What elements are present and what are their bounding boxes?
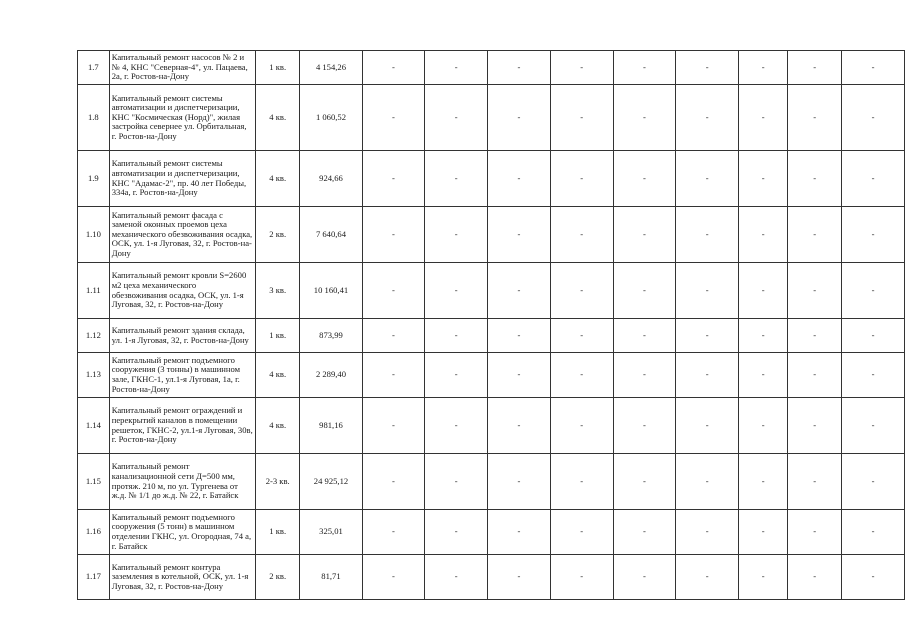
- row-value-cell: -: [550, 454, 613, 510]
- row-value-cell: -: [425, 263, 488, 319]
- row-description: Капитальный ремонт системы автоматизации и диспетчеризации, КНС "Космическая (Норд)", жилая застройка севернее ул. Орбитальная, г. Ростов-на-Дону: [109, 85, 255, 151]
- table-body: [78, 51, 905, 600]
- row-period: 1 кв.: [256, 319, 300, 353]
- row-value-cell: -: [739, 51, 788, 85]
- row-value-cell: -: [613, 319, 676, 353]
- row-value-cell: -: [613, 85, 676, 151]
- row-value-cell: -: [676, 207, 739, 263]
- row-value-cell: -: [488, 207, 551, 263]
- row-description: Капитальный ремонт контура заземления в котельной, ОСК, ул. 1-я Луговая, 32, г. Ростов-на-Дону: [109, 555, 255, 600]
- row-value-cell: -: [550, 319, 613, 353]
- row-value-cell: -: [788, 263, 842, 319]
- row-number: 1.11: [78, 263, 110, 319]
- row-value-cell: -: [676, 151, 739, 207]
- row-value-cell: -: [362, 263, 425, 319]
- row-value-cell: -: [488, 510, 551, 555]
- row-value-cell: -: [842, 263, 905, 319]
- row-value-cell: -: [425, 319, 488, 353]
- row-value-cell: -: [739, 398, 788, 454]
- row-value-cell: -: [788, 51, 842, 85]
- table-row: [78, 51, 905, 85]
- row-value-cell: -: [739, 353, 788, 398]
- row-period: 3 кв.: [256, 263, 300, 319]
- row-value-cell: -: [488, 151, 551, 207]
- row-value-cell: -: [488, 454, 551, 510]
- row-value-cell: -: [362, 510, 425, 555]
- row-period: 1 кв.: [256, 51, 300, 85]
- row-sum: 2 289,40: [300, 353, 362, 398]
- row-period: 4 кв.: [256, 398, 300, 454]
- row-value-cell: -: [425, 85, 488, 151]
- row-value-cell: -: [676, 51, 739, 85]
- row-value-cell: -: [676, 263, 739, 319]
- row-value-cell: -: [788, 353, 842, 398]
- row-value-cell: -: [362, 454, 425, 510]
- row-value-cell: -: [613, 510, 676, 555]
- row-value-cell: -: [425, 454, 488, 510]
- row-sum: 10 160,41: [300, 263, 362, 319]
- row-number: 1.12: [78, 319, 110, 353]
- row-value-cell: -: [676, 510, 739, 555]
- row-value-cell: -: [842, 398, 905, 454]
- row-number: 1.13: [78, 353, 110, 398]
- row-value-cell: -: [425, 51, 488, 85]
- row-value-cell: -: [550, 263, 613, 319]
- row-description: Капитальный ремонт кровли S=2600 м2 цеха механического обезвоживания осадка, ОСК, ул. 1-я Луговая, 32, г. Ростов-на-Дону: [109, 263, 255, 319]
- row-value-cell: -: [425, 353, 488, 398]
- row-description: Капитальный ремонт системы автоматизации и диспетчеризации, КНС "Адамас-2", пр. 40 лет Победы, 334а, г. Ростов-на-Дону: [109, 151, 255, 207]
- row-number: 1.17: [78, 555, 110, 600]
- row-value-cell: -: [362, 151, 425, 207]
- row-sum: 24 925,12: [300, 454, 362, 510]
- row-number: 1.8: [78, 85, 110, 151]
- row-value-cell: -: [550, 510, 613, 555]
- row-number: 1.14: [78, 398, 110, 454]
- row-value-cell: -: [488, 398, 551, 454]
- row-sum: 4 154,26: [300, 51, 362, 85]
- row-value-cell: -: [788, 85, 842, 151]
- row-number: 1.16: [78, 510, 110, 555]
- table-row: [78, 207, 905, 263]
- row-value-cell: -: [362, 51, 425, 85]
- row-value-cell: -: [613, 207, 676, 263]
- row-value-cell: -: [842, 510, 905, 555]
- row-value-cell: -: [550, 398, 613, 454]
- row-value-cell: -: [550, 353, 613, 398]
- row-value-cell: -: [676, 353, 739, 398]
- row-value-cell: -: [613, 151, 676, 207]
- row-sum: 325,01: [300, 510, 362, 555]
- row-value-cell: -: [676, 319, 739, 353]
- capital-repair-table: [77, 50, 905, 600]
- row-value-cell: -: [362, 85, 425, 151]
- row-value-cell: -: [488, 319, 551, 353]
- row-value-cell: -: [362, 398, 425, 454]
- row-value-cell: -: [676, 555, 739, 600]
- row-description: Капитальный ремонт канализационной сети Д=500 мм, протяж. 210 м, по ул. Тургенева от ж.д. № 1/1 до ж.д. № 22, г. Батайск: [109, 454, 255, 510]
- row-value-cell: -: [550, 85, 613, 151]
- row-value-cell: -: [739, 151, 788, 207]
- table-row: [78, 398, 905, 454]
- row-number: 1.10: [78, 207, 110, 263]
- row-value-cell: -: [425, 151, 488, 207]
- row-value-cell: -: [739, 85, 788, 151]
- row-value-cell: -: [613, 353, 676, 398]
- row-description: Капитальный ремонт подъемного сооружения (5 тонн) в машинном отделении ГКНС, ул. Огородная, 74 а, г. Батайск: [109, 510, 255, 555]
- table-row: [78, 555, 905, 600]
- row-value-cell: -: [362, 207, 425, 263]
- row-value-cell: -: [425, 510, 488, 555]
- row-value-cell: -: [488, 51, 551, 85]
- row-value-cell: -: [550, 151, 613, 207]
- row-description: Капитальный ремонт ограждений и перекрытий каналов в помещении решеток, ГКНС-2, ул.1-я Луговая, 30в, г. Ростов-на-Дону: [109, 398, 255, 454]
- row-value-cell: -: [842, 555, 905, 600]
- row-number: 1.7: [78, 51, 110, 85]
- row-period: 2 кв.: [256, 207, 300, 263]
- row-description: Капитальный ремонт здания склада, ул. 1-я Луговая, 32, г. Ростов-на-Дону: [109, 319, 255, 353]
- row-value-cell: -: [788, 151, 842, 207]
- row-value-cell: -: [842, 353, 905, 398]
- row-value-cell: -: [488, 263, 551, 319]
- row-value-cell: -: [739, 454, 788, 510]
- row-value-cell: -: [425, 207, 488, 263]
- row-description: Капитальный ремонт фасада с заменой оконных проемов цеха механического обезвоживания осадка, ОСК, ул. 1-я Луговая, 32, г. Ростов-на-Дону: [109, 207, 255, 263]
- row-value-cell: -: [613, 454, 676, 510]
- row-value-cell: -: [613, 263, 676, 319]
- row-value-cell: -: [788, 398, 842, 454]
- row-value-cell: -: [362, 319, 425, 353]
- row-value-cell: -: [425, 555, 488, 600]
- row-value-cell: -: [362, 555, 425, 600]
- row-value-cell: -: [676, 454, 739, 510]
- row-value-cell: -: [842, 51, 905, 85]
- row-period: 1 кв.: [256, 510, 300, 555]
- row-value-cell: -: [613, 51, 676, 85]
- row-value-cell: -: [676, 398, 739, 454]
- table-row: [78, 510, 905, 555]
- row-value-cell: -: [488, 353, 551, 398]
- row-value-cell: -: [842, 319, 905, 353]
- row-value-cell: -: [788, 555, 842, 600]
- row-sum: 873,99: [300, 319, 362, 353]
- row-value-cell: -: [842, 454, 905, 510]
- row-period: 4 кв.: [256, 353, 300, 398]
- row-value-cell: -: [613, 555, 676, 600]
- row-description: Капитальный ремонт насосов № 2 и № 4, КНС "Северная-4", ул. Пацаева, 2а, г. Ростов-на-Дону: [109, 51, 255, 85]
- table-row: [78, 319, 905, 353]
- table-row: [78, 353, 905, 398]
- row-value-cell: -: [613, 398, 676, 454]
- table-row: [78, 151, 905, 207]
- row-value-cell: -: [488, 85, 551, 151]
- row-period: 2 кв.: [256, 555, 300, 600]
- row-value-cell: -: [739, 555, 788, 600]
- row-value-cell: -: [842, 207, 905, 263]
- row-value-cell: -: [739, 263, 788, 319]
- row-value-cell: -: [788, 510, 842, 555]
- row-value-cell: -: [550, 51, 613, 85]
- table-row: [78, 263, 905, 319]
- table-row: [78, 85, 905, 151]
- row-value-cell: -: [739, 510, 788, 555]
- row-sum: 924,66: [300, 151, 362, 207]
- row-value-cell: -: [788, 454, 842, 510]
- row-sum: 81,71: [300, 555, 362, 600]
- row-sum: 1 060,52: [300, 85, 362, 151]
- row-value-cell: -: [739, 207, 788, 263]
- row-number: 1.15: [78, 454, 110, 510]
- row-period: 2-3 кв.: [256, 454, 300, 510]
- row-value-cell: -: [788, 319, 842, 353]
- row-value-cell: -: [739, 319, 788, 353]
- table-row: [78, 454, 905, 510]
- row-period: 4 кв.: [256, 85, 300, 151]
- row-number: 1.9: [78, 151, 110, 207]
- row-sum: 7 640,64: [300, 207, 362, 263]
- row-value-cell: -: [425, 398, 488, 454]
- row-value-cell: -: [550, 555, 613, 600]
- row-value-cell: -: [550, 207, 613, 263]
- row-value-cell: -: [842, 151, 905, 207]
- row-description: Капитальный ремонт подъемного сооружения (3 тонны) в машинном зале, ГКНС-1, ул.1-я Луговая, 1а, г. Ростов-на-Дону: [109, 353, 255, 398]
- row-period: 4 кв.: [256, 151, 300, 207]
- row-sum: 981,16: [300, 398, 362, 454]
- row-value-cell: -: [842, 85, 905, 151]
- row-value-cell: -: [362, 353, 425, 398]
- row-value-cell: -: [788, 207, 842, 263]
- row-value-cell: -: [676, 85, 739, 151]
- row-value-cell: -: [488, 555, 551, 600]
